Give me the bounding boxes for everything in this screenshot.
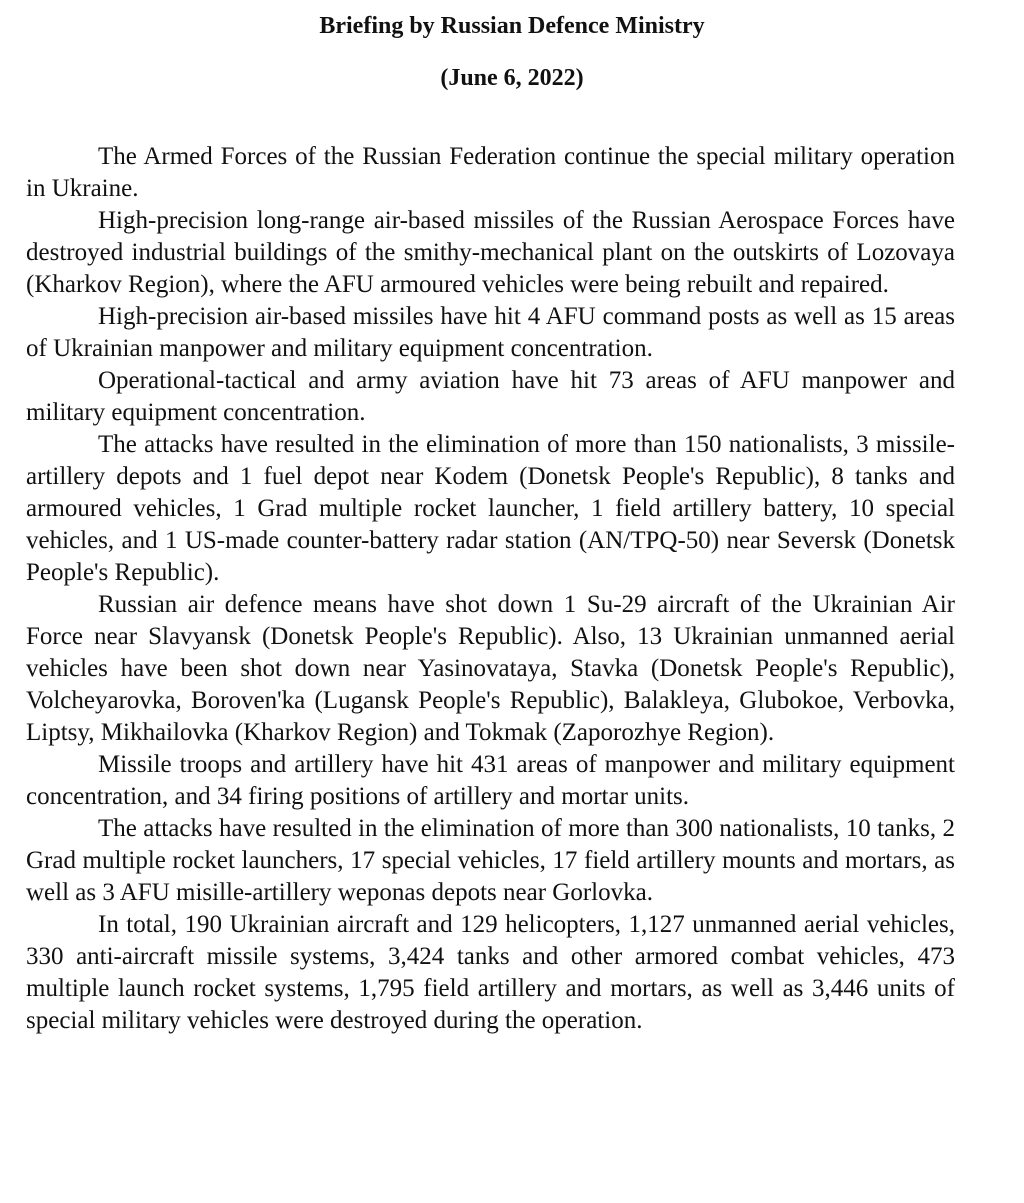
document-body (26, 141, 955, 1037)
paragraph-9: In total, 190 Ukrainian aircraft and 129 helicopters, 1,127 unmanned aerial vehicles, 330 anti-aircraft missile systems, 3,424 tanks and other armored combat vehicles, 473 multiple launch rocket systems, 1,795 field artillery and mortars, as well as 3,446 units of special military vehicles were destroyed during the operation. (26, 911, 955, 1034)
paragraph-5: The attacks have resulted in the elimination of more than 150 nationalists, 3 missile-artillery depots and 1 fuel depot near Kodem (Donetsk People's Republic), 8 tanks and armoured vehicles, 1 Grad multiple rocket launcher, 1 field artillery battery, 10 special vehicles, and 1 US-made counter-battery radar station (AN/TPQ-50) near Seversk (Donetsk People's Republic). (26, 431, 955, 586)
document-title: Briefing by Russian Defence Ministry (319, 13, 705, 39)
paragraph-1: The Armed Forces of the Russian Federation continue the special military operation in Ukraine. (26, 143, 955, 202)
paragraph-3: High-precision air-based missiles have hit 4 AFU command posts as well as 15 areas of Ukrainian manpower and military equipment concentration. (26, 303, 955, 362)
paragraph-6: Russian air defence means have shot down 1 Su-29 aircraft of the Ukrainian Air Force near Slavyansk (Donetsk People's Republic). Also, 13 Ukrainian unmanned aerial vehicles have been shot down near Yasinovataya, Stavka (Donetsk People's Republic), Volcheyarovka, Boroven'ka (Lugansk People's Republic), Balakleya, Glubokoe, Verbovka, Liptsy, Mikhailovka (Kharkov Region) and Tokmak (Zaporozhye Region). (26, 591, 955, 746)
paragraph-4: Operational-tactical and army aviation have hit 73 areas of AFU manpower and military equipment concentration. (26, 367, 955, 426)
paragraph-2: High-precision long-range air-based missiles of the Russian Aerospace Forces have destroyed industrial buildings of the smithy-mechanical plant on the outskirts of Lozovaya (Kharkov Region), where the AFU armoured vehicles were being rebuilt and repaired. (26, 207, 955, 298)
document-date: (June 6, 2022) (440, 65, 584, 91)
paragraph-8: The attacks have resulted in the elimination of more than 300 nationalists, 10 tanks, 2 Grad multiple rocket launchers, 17 special vehicles, 17 field artillery mounts and mortars, as well as 3 AFU misille-artillery weponas depots near Gorlovka. (26, 815, 955, 906)
paragraph-7: Missile troops and artillery have hit 431 areas of manpower and military equipment concentration, and 34 firing positions of artillery and mortar units. (26, 751, 955, 810)
